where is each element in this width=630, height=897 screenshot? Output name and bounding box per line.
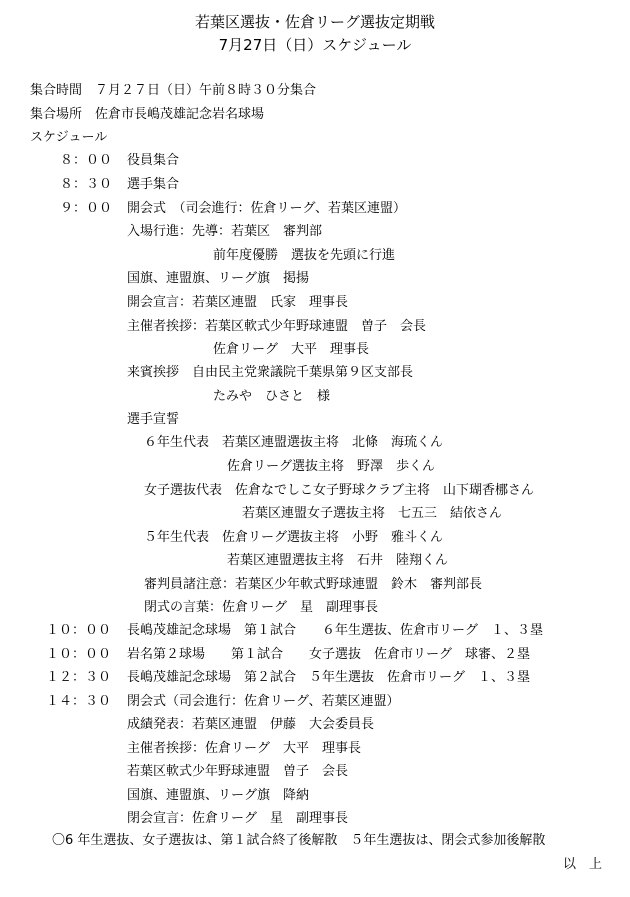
event-text: 長嶋茂雄記念球場 第１試合 ６年生選抜、佐倉市リーグ １、３塁	[127, 623, 544, 638]
schedule-row-1000-a	[46, 622, 543, 640]
gather-place: 集合場所 佐倉市長嶋茂雄記念岩名球場	[30, 107, 265, 122]
oath-6th-wakaba: ６年生代表 若葉区連盟選抜主将 北條 海琉くん	[144, 435, 444, 450]
page-subtitle: 7月27日（日）スケジュール	[218, 36, 412, 54]
event-text: 閉会式（司会進行：佐倉リーグ、若葉区連盟）	[127, 694, 400, 709]
oath-6th-sakura: 佐倉リーグ選抜主将 野澤 歩くん	[227, 459, 436, 474]
time-label: ８：００	[60, 153, 113, 168]
time-label: ８：３０	[60, 177, 113, 192]
time-label: １０：００	[46, 647, 112, 662]
schedule-row-1430	[46, 693, 399, 711]
oath-5th-wakaba: 若葉区連盟選抜主将 石井 陸翔くん	[227, 553, 449, 568]
guest-greeting-name: たみや ひさと 様	[213, 389, 331, 404]
page-title: 若葉区選抜・佐倉リーグ選抜定期戦	[194, 13, 435, 31]
event-text: 長嶋茂雄記念球場 第２試合 ５年生選抜 佐倉市リーグ １、３塁	[127, 670, 531, 685]
oath-5th-sakura: ５年生代表 佐倉リーグ選抜主将 小野 雅斗くん	[144, 530, 444, 545]
time-label: ９：００	[60, 201, 113, 216]
host-greeting-closing: 主催者挨拶：佐倉リーグ 大平 理事長	[127, 741, 362, 756]
guest-greeting: 来賓挨拶 自由民主党衆議院千葉県第９区支部長	[127, 365, 414, 380]
flags-lower: 国旗、連盟旗、リーグ旗 降納	[127, 788, 310, 803]
umpire-notes: 審判員諸注意：若葉区少年軟式野球連盟 鈴木 審判部長	[144, 577, 483, 592]
gather-time: 集合時間 ７月２７日（日）午前８時３０分集合	[30, 83, 317, 98]
dismissal-note: 〇6 年生選抜、女子選抜は、第１試合終了後解散 ５年生選抜は、閉会式参加後解散	[52, 833, 546, 848]
time-label: １２：３０	[46, 670, 112, 685]
event-text: 岩名第２球場 第１試合 女子選抜 佐倉市リーグ 球審、２塁	[127, 647, 531, 662]
results-announcement: 成績発表：若葉区連盟 伊藤 大会委員長	[127, 717, 375, 732]
time-label: １４：３０	[46, 694, 112, 709]
host-greeting-2: 佐倉リーグ 大平 理事長	[213, 342, 370, 357]
event-text: 役員集合	[127, 153, 180, 168]
wakaba-greeting: 若葉区軟式少年野球連盟 曽子 会長	[127, 764, 349, 779]
oath-heading: 選手宣誓	[127, 412, 180, 427]
closing-mark: 以 上	[562, 857, 602, 872]
schedule-row-0830	[60, 176, 179, 194]
opening-declaration: 開会宣言：若葉区連盟 氏家 理事長	[127, 295, 349, 310]
entry-march-detail: 前年度優勝 選抜を先頭に行進	[213, 248, 396, 263]
closing-words: 閉式の言葉：佐倉リーグ 星 副理事長	[144, 600, 379, 615]
schedule-heading: スケジュール	[30, 130, 108, 145]
oath-girls-wakaba: 若葉区連盟女子選抜主将 七五三 結依さん	[242, 506, 503, 521]
host-greeting: 主催者挨拶：若葉区軟式少年野球連盟 曽子 会長	[127, 319, 427, 334]
time-label: １０：００	[46, 623, 112, 638]
schedule-row-0800	[60, 152, 179, 170]
schedule-row-1230	[46, 669, 530, 687]
closing-declaration: 閉会宣言：佐倉リーグ 星 副理事長	[127, 811, 349, 826]
schedule-row-0900	[60, 200, 406, 218]
schedule-row-1000-b	[46, 646, 530, 664]
entry-march: 入場行進：先導：若葉区 審判部	[127, 224, 323, 239]
event-text: 開会式 （司会進行：佐倉リーグ、若葉区連盟）	[127, 201, 406, 216]
flags-raise: 国旗、連盟旗、リーグ旗 掲揚	[127, 271, 310, 286]
oath-girls-sakura: 女子選抜代表 佐倉なでしこ女子野球クラブ主将 山下瑚香梛さん	[144, 483, 535, 498]
event-text: 選手集合	[127, 177, 180, 192]
